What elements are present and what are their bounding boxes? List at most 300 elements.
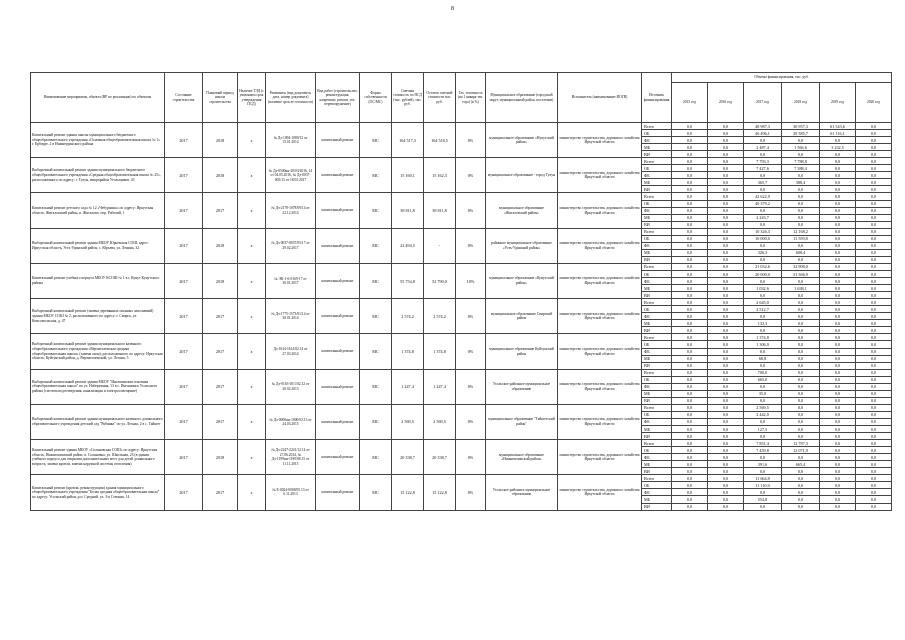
cell-funding-value: 0,0 (820, 454, 856, 461)
cell-funding-value: 40 379,2 (744, 200, 782, 207)
cell-funding-value: 0,0 (708, 172, 744, 179)
cell-funding-source: МБ (642, 426, 672, 433)
cell-status: 2017 (165, 404, 203, 439)
cell-funding-value: 0,0 (708, 461, 744, 468)
cell-executor: министерство строительства, дорожного хозяйства Иркутской области (558, 123, 642, 158)
cell-municipality: муниципальное образование Свирский район (486, 299, 558, 334)
page-number: 8 (451, 6, 454, 12)
cell-funding-value: 0,0 (856, 306, 892, 313)
cell-executor: министерство строительства, дорожного хозяйства Иркутской области (558, 334, 642, 369)
cell-funding-value: 0,0 (856, 186, 892, 193)
table-row (31, 193, 892, 200)
cell-funding-value: 0,0 (856, 130, 892, 137)
cell-funding-value: 0,0 (820, 285, 856, 292)
cell-funding-value: 0,0 (820, 418, 856, 425)
cell-funding-value: 0,0 (744, 468, 782, 475)
cell-status: 2017 (165, 299, 203, 334)
cell-funding-value: 0,0 (856, 482, 892, 489)
cell-funding-value: 0,0 (672, 299, 708, 306)
cell-ownership: МС (360, 404, 392, 439)
cell-funding-value: 0,0 (820, 214, 856, 221)
cell-funding-value: 0,0 (672, 468, 708, 475)
cell-funding-value: 0,0 (782, 334, 820, 341)
cell-funding-value: 0,0 (782, 221, 820, 228)
cell-funding-value: 0,0 (782, 503, 820, 510)
cell-funding-value: 0,0 (672, 355, 708, 362)
cell-funding-value: 0,0 (708, 426, 744, 433)
cell-funding-value: 0,0 (708, 158, 744, 165)
cell-ownership: МС (360, 193, 392, 228)
cell-funding-source: Всего (642, 369, 672, 376)
cell-readiness: 0% (456, 369, 486, 404)
cell-funding-value: 0,0 (856, 327, 892, 334)
cell-funding-source: ОБ (642, 341, 672, 348)
cell-funding-value: 0,0 (672, 454, 708, 461)
cell-funding-value: 0,0 (856, 200, 892, 207)
cell-funding-source: ФБ (642, 242, 672, 249)
cell-funding-source: ФБ (642, 418, 672, 425)
table-body (31, 123, 892, 511)
cell-funding-source: ФБ (642, 172, 672, 179)
cell-funding-value: 0,0 (672, 235, 708, 242)
cell-cost-remaining: - (424, 228, 456, 263)
cell-start-year: 2018 (203, 123, 238, 158)
cell-ted: х (238, 123, 266, 158)
cell-funding-value: 0,0 (708, 278, 744, 285)
cell-funding-value: 0,0 (856, 278, 892, 285)
cell-funding-value: 0,0 (820, 461, 856, 468)
cell-funding-value: 0,0 (820, 447, 856, 454)
cell-funding-value: 0,0 (820, 376, 856, 383)
cell-funding-source: МБ (642, 214, 672, 221)
cell-cost-estimate: 164 517,3 (392, 123, 424, 158)
cell-funding-value: 0,0 (708, 489, 744, 496)
cell-executor: министерство строительства, дорожного хозяйства Иркутской области (558, 193, 642, 228)
cell-funding-value: 12 168,2 (782, 228, 820, 235)
cell-cost-estimate: 1 247,4 (392, 369, 424, 404)
cell-funding-value: 32 908,0 (782, 263, 820, 270)
cell-object-name: Выборочный капитальный ремонт здания муниципального казенного дошкольного образовательного учреждения детский сад "Рябинка" по ул. Лесная, 2 в с. Тайшет (31, 404, 165, 439)
cell-funding-source: ОБ (642, 376, 672, 383)
cell-funding-value: 0,0 (782, 482, 820, 489)
cell-funding-value: 0,0 (744, 137, 782, 144)
cell-funding-value: 0,0 (820, 313, 856, 320)
cell-funding-value: 0,0 (856, 433, 892, 440)
cell-executor: министерство строительства, дорожного хозяйства Иркутской области (558, 440, 642, 475)
cell-start-year: 2017 (203, 369, 238, 404)
cell-funding-value: 0,0 (820, 235, 856, 242)
investment-program-table (30, 72, 892, 511)
cell-funding-value: 0,0 (708, 221, 744, 228)
cell-funding-value: 35,0 (744, 390, 782, 397)
cell-ownership: МС (360, 369, 392, 404)
cell-funding-value: 0,0 (672, 475, 708, 482)
cell-ted: х (238, 299, 266, 334)
cell-funding-value: 0,0 (782, 355, 820, 362)
cell-funding-value: 10 000,0 (744, 235, 782, 242)
cell-start-year: 2018 (203, 440, 238, 475)
cell-funding-value: 0,0 (856, 355, 892, 362)
cell-funding-value: 0,0 (820, 270, 856, 277)
cell-funding-value: 2 512,7 (744, 306, 782, 313)
cell-funding-value: 0,0 (820, 306, 856, 313)
cell-funding-value: 0,0 (782, 404, 820, 411)
cell-work-type: капитальный ремонт (316, 158, 360, 193)
cell-funding-value: 21 032,6 (744, 263, 782, 270)
cell-funding-source: ВИ (642, 327, 672, 334)
cell-funding-value: 0,0 (820, 355, 856, 362)
cell-funding-value: 0,0 (856, 397, 892, 404)
cell-funding-source: ОБ (642, 411, 672, 418)
cell-funding-value: 0,0 (708, 362, 744, 369)
cell-funding-source: Всего (642, 263, 672, 270)
cell-readiness: 0% (456, 158, 486, 193)
cell-funding-value: 0,0 (820, 475, 856, 482)
cell-funding-value: 0,0 (672, 306, 708, 313)
cell-ownership: МС (360, 334, 392, 369)
cell-ownership: МС (360, 263, 392, 298)
cell-requisites: Дз-1634-1614/02.14 от 27.03.2014 (266, 334, 316, 369)
cell-ownership: МС (360, 123, 392, 158)
cell-requisites: № Дз-2178-1078/09/14 от 22.12.2014 (266, 193, 316, 228)
cell-funding-value: 0,0 (856, 489, 892, 496)
cell-work-type: капитальный ремонт (316, 369, 360, 404)
cell-funding-value: 0,0 (782, 454, 820, 461)
cell-funding-value: 0,0 (856, 242, 892, 249)
cell-funding-value: 0,0 (708, 200, 744, 207)
table-row (31, 158, 892, 165)
cell-work-type: капитальный ремонт (316, 193, 360, 228)
cell-funding-source: МБ (642, 320, 672, 327)
cell-funding-value: 0,0 (782, 242, 820, 249)
cell-funding-value: 1 566,6 (782, 144, 820, 151)
cell-funding-value: 0,0 (744, 186, 782, 193)
cell-ted: х (238, 228, 266, 263)
cell-funding-value: 365,7 (744, 179, 782, 186)
cell-funding-value: 0,0 (856, 299, 892, 306)
cell-funding-value: 0,0 (820, 341, 856, 348)
cell-funding-value: 0,0 (708, 411, 744, 418)
cell-municipality: муниципальное образование «Нижнеилимский район» (486, 440, 558, 475)
header-year: 2019 год (820, 83, 856, 123)
cell-funding-value: 0,0 (672, 496, 708, 503)
cell-start-year: 2017 (203, 475, 238, 510)
cell-municipality: муниципальное образование "Тайшетский район" (486, 404, 558, 439)
cell-funding-value: 0,0 (856, 221, 892, 228)
cell-funding-value: 0,0 (708, 320, 744, 327)
cell-funding-value: 0,0 (856, 320, 892, 327)
cell-funding-value: 0,0 (672, 193, 708, 200)
cell-municipality: муниципальное образование «Нукутский район» (486, 123, 558, 158)
cell-funding-value: 0,0 (708, 447, 744, 454)
cell-object-name: Капитальный ремонт здания МБОУ «Соляновская СОШ» по адресу: Иркутская область, Нижнеилимский район, п. Соляновка, ул. Школьная, 23 (в здании учебного корпуса для открытия дополнительных мест для детей дошкольного возраста, замена кровли, замена наружной системы отопления) (31, 440, 165, 475)
cell-funding-value: 0,0 (672, 334, 708, 341)
cell-funding-source: ФБ (642, 278, 672, 285)
cell-funding-value: 7 851,4 (744, 440, 782, 447)
cell-funding-value: 0,0 (672, 503, 708, 510)
cell-funding-value: 0,0 (672, 144, 708, 151)
cell-funding-value: 0,0 (708, 327, 744, 334)
cell-funding-value: 0,0 (820, 433, 856, 440)
cell-funding-value: 0,0 (782, 411, 820, 418)
cell-funding-value: 0,0 (708, 355, 744, 362)
cell-municipality: Усольское районное муниципальное образование (486, 475, 558, 510)
cell-funding-value: 0,0 (672, 278, 708, 285)
cell-funding-value: 0,0 (782, 496, 820, 503)
cell-funding-value: 0,0 (856, 214, 892, 221)
cell-funding-value: 7 427,6 (744, 165, 782, 172)
cell-funding-value: 0,0 (708, 235, 744, 242)
cell-cost-estimate: 2 574,2 (392, 299, 424, 334)
cell-funding-value: 0,0 (708, 341, 744, 348)
cell-readiness: 0% (456, 299, 486, 334)
cell-funding-value: 0,0 (708, 397, 744, 404)
cell-funding-value: 0,0 (672, 341, 708, 348)
cell-funding-source: ВИ (642, 221, 672, 228)
cell-funding-value: 0,0 (708, 383, 744, 390)
cell-funding-value: 0,0 (672, 172, 708, 179)
cell-funding-value: 0,0 (708, 468, 744, 475)
table-row (31, 228, 892, 235)
cell-funding-value: 0,0 (672, 123, 708, 130)
cell-executor: министерство строительства, дорожного хозяйства Иркутской области (558, 475, 642, 510)
cell-funding-value: 10 326,3 (744, 228, 782, 235)
cell-funding-value: 0,0 (856, 390, 892, 397)
header-status: Состояние строительства (165, 73, 203, 123)
cell-status: 2017 (165, 123, 203, 158)
cell-funding-value: 0,0 (744, 242, 782, 249)
cell-funding-value: 0,0 (708, 313, 744, 320)
header-year: 2015 год (672, 83, 708, 123)
header-reqs: Реквизиты (вид документа, дата, номер документа) (наличие срок ее готовности) (266, 73, 316, 123)
cell-funding-value: 1 638,1 (782, 285, 820, 292)
cell-funding-value: 20 000,0 (744, 270, 782, 277)
header-worktype: Вид работ (строительство, реконструкция, капремонт, ремонт, тех. перевооружение) (316, 73, 360, 123)
cell-funding-value: 0,0 (820, 468, 856, 475)
cell-funding-value: 0,0 (744, 313, 782, 320)
cell-funding-value: 0,0 (672, 207, 708, 214)
cell-funding-value: 0,0 (708, 390, 744, 397)
cell-funding-value: 0,0 (708, 292, 744, 299)
cell-funding-value: 0,0 (856, 256, 892, 263)
cell-funding-value: 11 110,0 (744, 482, 782, 489)
cell-cost-remaining: 52 790,0 (424, 263, 456, 298)
cell-ted: х (238, 440, 266, 475)
header-ownership: Форма собственности (ОС/МС) (360, 73, 392, 123)
cell-funding-value: 2 569,5 (744, 404, 782, 411)
cell-ted: х (238, 475, 266, 510)
cell-work-type: капитальный ремонт (316, 475, 360, 510)
cell-funding-source: МБ (642, 249, 672, 256)
header-funding-group: Объемы финансирования, тыс. руб. (672, 73, 892, 83)
cell-funding-value: 0,0 (708, 334, 744, 341)
cell-funding-value: 0,0 (744, 433, 782, 440)
cell-funding-source: Всего (642, 475, 672, 482)
cell-funding-value: 0,0 (672, 179, 708, 186)
header-cost-rest: Остаток сметной стоимости тыс. руб. (424, 73, 456, 123)
cell-funding-value: 0,0 (782, 200, 820, 207)
cell-funding-source: ФБ (642, 383, 672, 390)
cell-requisites: № Дз-0500ин-20/03/2016, 14 от 04.05.2016, № Дз-0037-005/13 от 18.03.2017 (266, 158, 316, 193)
cell-funding-value: 0,0 (672, 313, 708, 320)
cell-funding-value: 0,0 (820, 165, 856, 172)
cell-funding-value: 0,0 (820, 503, 856, 510)
cell-funding-value: 0,0 (782, 207, 820, 214)
cell-status: 2017 (165, 228, 203, 263)
cell-cost-estimate: 38 811,8 (392, 193, 424, 228)
cell-funding-value: 608,4 (782, 249, 820, 256)
cell-funding-value: 61 543,6 (820, 123, 856, 130)
cell-funding-value: 0,0 (820, 186, 856, 193)
cell-funding-value: 0,0 (672, 397, 708, 404)
cell-funding-source: ОБ (642, 165, 672, 172)
cell-ownership: МС (360, 475, 392, 510)
cell-funding-value: 0,0 (856, 418, 892, 425)
cell-funding-value: 0,0 (672, 362, 708, 369)
cell-funding-value: 0,0 (782, 383, 820, 390)
cell-funding-value: 0,0 (782, 418, 820, 425)
header-municipality: Муниципальное образование (городской округ, муниципальный район, поселение) (486, 73, 558, 123)
cell-funding-value: 0,0 (744, 327, 782, 334)
cell-requisites: № Дз-0037-8037/05/17 от 29.02.2017 (266, 228, 316, 263)
cell-funding-value: 0,0 (856, 404, 892, 411)
cell-municipality: районное муниципальное образование «Усть-Удинский район» (486, 228, 558, 263)
cell-work-type: капитальный ремонт (316, 228, 360, 263)
cell-funding-value: 0,0 (820, 207, 856, 214)
cell-funding-value: 0,0 (672, 151, 708, 158)
cell-funding-source: ВИ (642, 503, 672, 510)
cell-funding-source: ВИ (642, 292, 672, 299)
cell-funding-source: ВИ (642, 151, 672, 158)
cell-funding-value: 0,0 (856, 270, 892, 277)
cell-funding-value: 11 559,8 (782, 235, 820, 242)
cell-funding-value: 0,0 (708, 144, 744, 151)
cell-funding-value: 0,0 (672, 404, 708, 411)
cell-funding-value: 0,0 (744, 221, 782, 228)
cell-funding-value: 1 374,8 (744, 334, 782, 341)
cell-funding-value: 7 388,4 (782, 165, 820, 172)
cell-funding-value: 2 243,7 (744, 214, 782, 221)
cell-funding-value: 0,0 (856, 285, 892, 292)
header-readiness: Тех. готовность (на 1 января тек. года) (в %) (456, 73, 486, 123)
cell-funding-value: 0,0 (708, 496, 744, 503)
cell-funding-source: МБ (642, 461, 672, 468)
cell-funding-value: 0,0 (708, 214, 744, 221)
cell-funding-value: 0,0 (782, 390, 820, 397)
cell-cost-estimate: 15 122,8 (392, 475, 424, 510)
cell-cost-remaining: 15 162,3 (424, 158, 456, 193)
cell-funding-value: 0,0 (820, 172, 856, 179)
cell-start-year: 2018 (203, 158, 238, 193)
cell-funding-source: Всего (642, 228, 672, 235)
cell-funding-value: 0,0 (708, 123, 744, 130)
cell-funding-source: МБ (642, 144, 672, 151)
cell-funding-value: 0,0 (782, 278, 820, 285)
cell-funding-value: 0,0 (820, 327, 856, 334)
cell-funding-source: Всего (642, 440, 672, 447)
cell-cost-remaining: 2 569,5 (424, 404, 456, 439)
cell-funding-source: МБ (642, 355, 672, 362)
cell-funding-value: 0,0 (672, 369, 708, 376)
cell-cost-remaining: 15 122,8 (424, 475, 456, 510)
cell-funding-value: 0,0 (708, 440, 744, 447)
cell-cost-remaining: 2 574,2 (424, 299, 456, 334)
cell-funding-value: 0,0 (672, 411, 708, 418)
cell-funding-value: 0,0 (744, 489, 782, 496)
cell-requisites: № Дз-1094-1080/12 от 15.01.2014 (266, 123, 316, 158)
cell-funding-value: 0,0 (708, 151, 744, 158)
cell-funding-value: 0,0 (782, 426, 820, 433)
cell-funding-value: 0,0 (856, 426, 892, 433)
cell-readiness: 10% (456, 263, 486, 298)
cell-funding-value: 0,0 (672, 292, 708, 299)
cell-funding-value: 7 793,3 (744, 158, 782, 165)
cell-funding-source: Всего (642, 193, 672, 200)
cell-funding-source: ФБ (642, 454, 672, 461)
cell-funding-value: 0,0 (672, 256, 708, 263)
table-row (31, 369, 892, 376)
cell-status: 2017 (165, 193, 203, 228)
cell-funding-value: 0,0 (744, 292, 782, 299)
cell-readiness: 0% (456, 404, 486, 439)
cell-funding-value: 0,0 (820, 249, 856, 256)
cell-funding-value: 0,0 (744, 454, 782, 461)
cell-start-year: 2018 (203, 263, 238, 298)
cell-funding-value: 0,0 (672, 130, 708, 137)
cell-funding-value: 0,0 (820, 369, 856, 376)
cell-funding-value: 0,0 (782, 327, 820, 334)
cell-funding-value: 0,0 (820, 179, 856, 186)
cell-funding-value: 0,0 (856, 341, 892, 348)
cell-status: 2017 (165, 440, 203, 475)
cell-funding-source: ОБ (642, 447, 672, 454)
cell-funding-value: 0,0 (672, 165, 708, 172)
cell-funding-value: 0,0 (782, 362, 820, 369)
cell-funding-value: 0,0 (820, 426, 856, 433)
cell-funding-value: 48 987,3 (744, 123, 782, 130)
cell-funding-value: 0,0 (708, 256, 744, 263)
cell-funding-value: 0,0 (820, 263, 856, 270)
cell-object-name: Капитальный ремонт (кровли, реконструкция) здания муниципального общеобразовательного учреждения "Белая средняя общеобразовательная школа" по адресу: Усольский район, р.п. Средний, ул. 3-я Степная, 14 (31, 475, 165, 510)
cell-funding-value: 0,0 (782, 489, 820, 496)
cell-start-year: 2017 (203, 193, 238, 228)
cell-funding-value: 0,0 (672, 242, 708, 249)
table-row (31, 475, 892, 482)
cell-funding-value: 0,0 (708, 137, 744, 144)
cell-funding-value: 0,0 (856, 313, 892, 320)
cell-funding-value: 30 957,3 (782, 123, 820, 130)
cell-funding-value: 0,0 (856, 144, 892, 151)
cell-funding-source: Всего (642, 123, 672, 130)
cell-funding-value: 0,0 (708, 454, 744, 461)
cell-funding-source: МБ (642, 496, 672, 503)
cell-funding-value: 68,8 (744, 355, 782, 362)
cell-funding-value: 0,0 (856, 461, 892, 468)
cell-funding-value: 0,0 (708, 249, 744, 256)
cell-funding-value: 0,0 (820, 158, 856, 165)
cell-readiness: 0% (456, 475, 486, 510)
cell-executor: министерство строительства, дорожного хозяйства Иркутской области (558, 263, 642, 298)
cell-funding-value: 0,0 (856, 348, 892, 355)
cell-funding-source: ОБ (642, 482, 672, 489)
cell-funding-value: 0,0 (820, 221, 856, 228)
cell-funding-value: 0,0 (672, 482, 708, 489)
cell-funding-source: ОБ (642, 235, 672, 242)
table-row (31, 263, 892, 270)
cell-funding-value: 0,0 (672, 447, 708, 454)
cell-funding-source: ФБ (642, 489, 672, 496)
cell-object-name: Выборочный капитальный ремонт (замена деревянных оконных заполнений) здания МБОУ СОШ № 2, расположенного по адресу: г. Свирск, ул. Комсомольская, д. 47 (31, 299, 165, 334)
